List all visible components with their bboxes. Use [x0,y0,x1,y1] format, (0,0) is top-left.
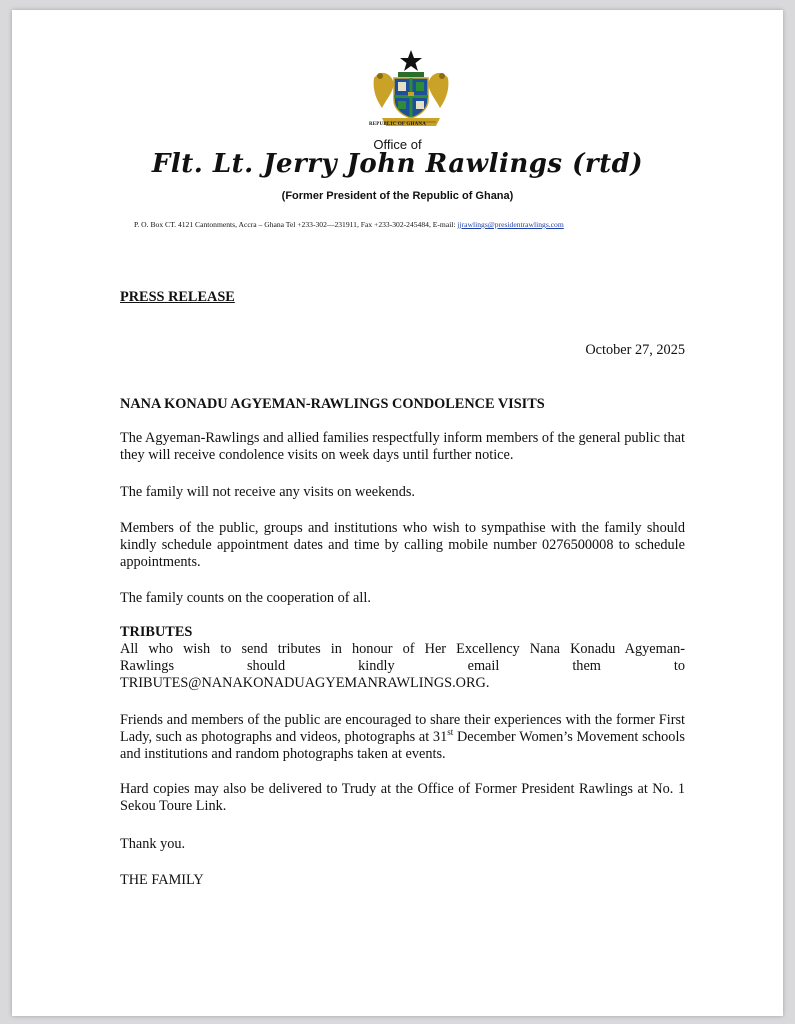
paragraph-tributes [120,641,685,692]
experiences-text-2: December Women’s Movement schools and institutions and random photographs taken at events. [120,729,685,762]
contact-email-link[interactable]: jjrawlings@presidentrawlings.com [457,220,564,229]
document-page [12,10,783,1016]
tributes-line-1: All who wish to send tributes in honour of Her Excellency Nana Konadu Agyeman- [120,641,685,657]
tributes-heading: TRIBUTES [120,624,193,640]
paragraph-cooperation: The family counts on the cooperation of all. [120,590,371,606]
signature-family: THE FAMILY [120,872,204,888]
tributes-email[interactable]: TRIBUTES@NANAKONADUAGYEMANRAWLINGS.ORG. [120,675,490,691]
tributes-line-2: Rawlings should kindly email them to [120,658,685,674]
paragraph-weekends: The family will not receive any visits on weekends. [120,484,415,500]
office-of-label: Office of [373,137,422,152]
press-release-label: PRESS RELEASE [120,289,235,305]
contact-line [134,220,694,229]
ordinal-suffix: st [447,727,454,738]
office-name: Flt. Lt. Jerry John Rawlings (rtd) [151,149,644,179]
office-subtitle: (Former President of the Republic of Ghana) [281,190,514,202]
headline: NANA KONADU AGYEMAN-RAWLINGS CONDOLENCE VISITS [120,396,545,412]
contact-text: P. O. Box CT. 4121 Cantonments, Accra – Ghana Tel +233-302—231911, Fax +233-302-245484, E-mail: [134,220,458,229]
experiences-text-1: Friends and members of the public are encouraged to share their experiences with the former First Lady, such as photographs and videos, photographs at 31 [120,712,685,745]
closing-thanks: Thank you. [120,836,186,852]
paragraph-experiences [120,712,685,763]
coat-of-arms-icon [368,48,454,132]
release-date: October 27, 2025 [585,342,685,358]
paragraph-visits: The Agyeman-Rawlings and allied families respectfully inform members of the general public that they will receive condolence visits on week days until further notice. [120,430,685,463]
paragraph-appointments: Members of the public, groups and institutions who wish to sympathise with the family should kindly schedule appointment dates and time by calling mobile number 0276500008 to schedule appointments. [120,520,685,570]
paragraph-hard-copies: Hard copies may also be delivered to Trudy at the Office of Former President Rawlings at No. 1 Sekou Toure Link. [120,781,685,814]
crest-caption: REPUBLIC OF GHANA [368,122,427,127]
